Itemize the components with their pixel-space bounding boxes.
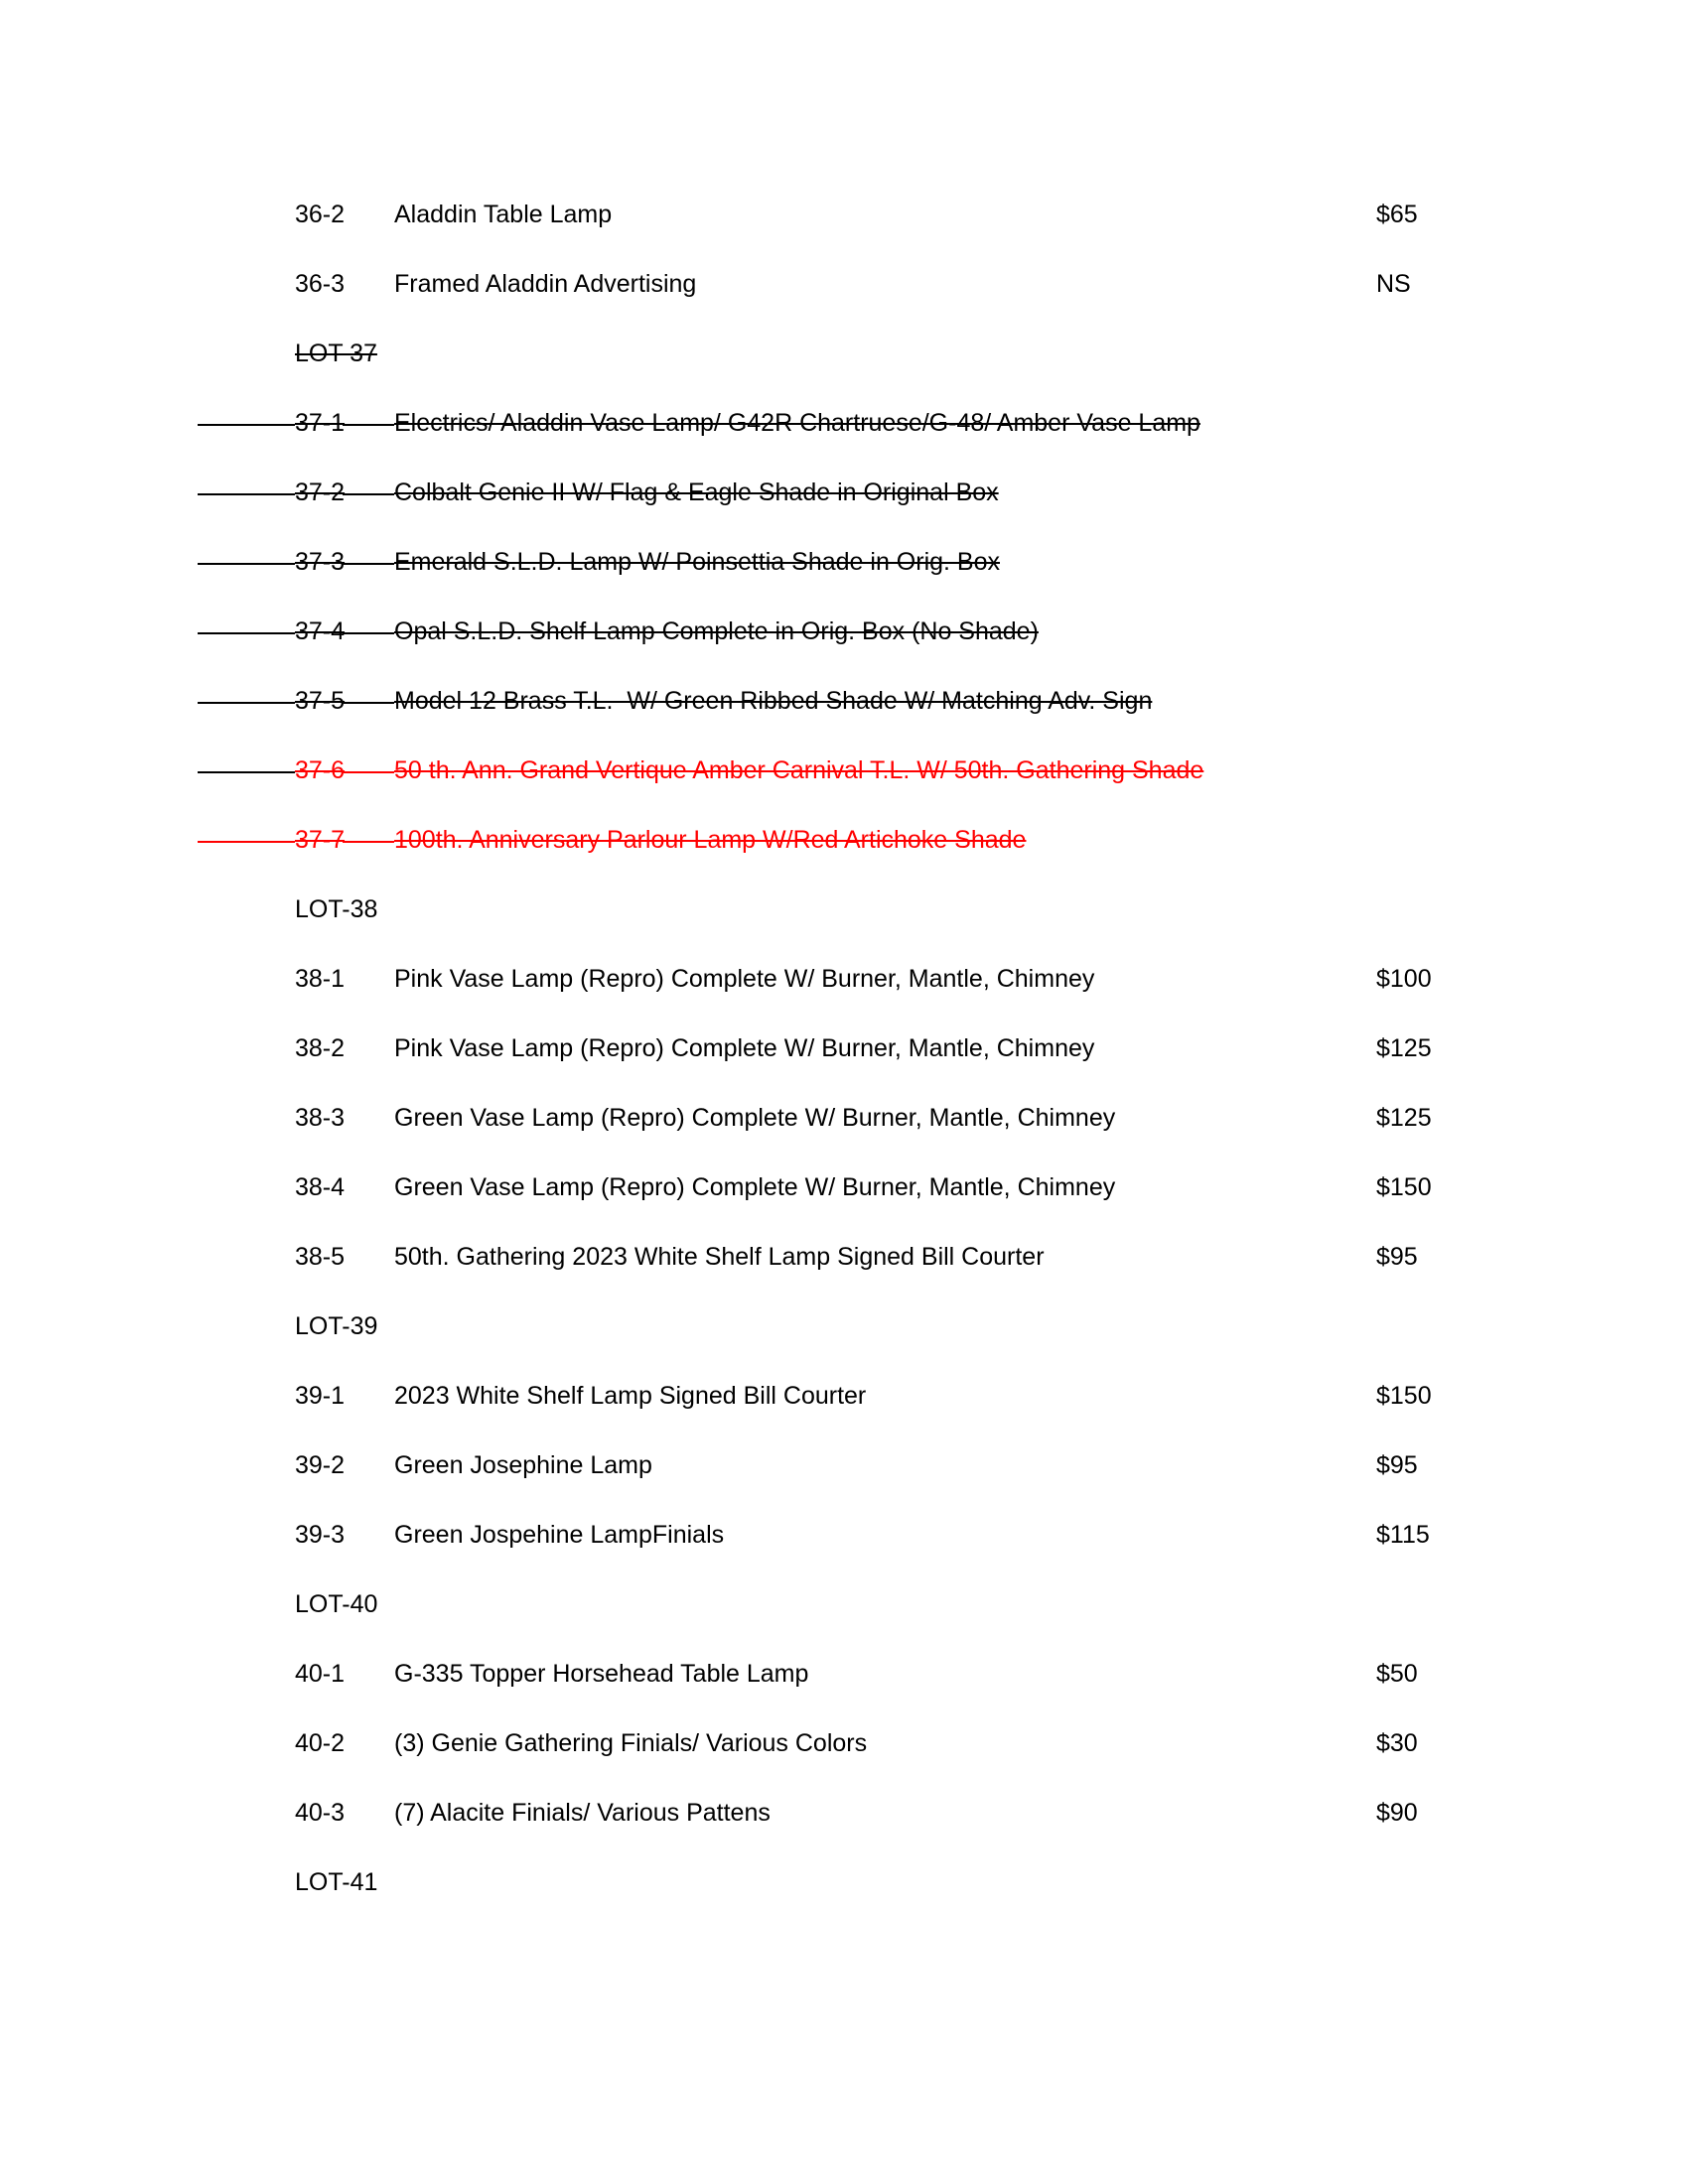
- lot-heading: [0, 334, 1688, 373]
- item-number: 40-2: [295, 1729, 346, 1757]
- list-item: [0, 1793, 1688, 1833]
- item-description: Opal S.L.D. Shelf Lamp Complete in Orig. Box (No Shade): [394, 617, 1039, 645]
- item-price: $150: [1376, 1173, 1432, 1201]
- list-item: [0, 612, 1688, 651]
- item-description: Green Vase Lamp (Repro) Complete W/ Burner, Mantle, Chimney: [394, 1173, 1116, 1201]
- item-price: $100: [1376, 965, 1432, 993]
- item-description: 2023 White Shelf Lamp Signed Bill Courter: [394, 1382, 867, 1410]
- item-price: $125: [1376, 1034, 1432, 1062]
- item-number: 38-4: [295, 1173, 346, 1201]
- list-item: [0, 473, 1688, 512]
- item-number: 37-2: [295, 478, 346, 506]
- item-number: 39-2: [295, 1451, 346, 1479]
- item-description: Pink Vase Lamp (Repro) Complete W/ Burner, Mantle, Chimney: [394, 965, 1095, 993]
- strikethrough-lead-line: [198, 841, 295, 843]
- list-item: [0, 1445, 1688, 1485]
- item-number: 37-4: [295, 617, 346, 645]
- list-item: [0, 1167, 1688, 1207]
- item-number: 38-3: [295, 1104, 346, 1132]
- strikethrough-gap-line: [343, 424, 394, 426]
- item-description: Colbalt Genie II W/ Flag & Eagle Shade in Original Box: [394, 478, 999, 506]
- list-item: [0, 1515, 1688, 1555]
- item-description: 50 th. Ann. Grand Vertique Amber Carnival T.L. W/ 50th. Gathering Shade: [394, 756, 1204, 784]
- lot-label: LOT-41: [295, 1868, 378, 1896]
- strikethrough-gap-line: [343, 563, 394, 565]
- list-item: [0, 542, 1688, 582]
- list-item: [0, 959, 1688, 999]
- item-number: 38-5: [295, 1243, 346, 1271]
- list-item: [0, 751, 1688, 790]
- item-description: (7) Alacite Finials/ Various Pattens: [394, 1799, 771, 1827]
- list-item: [0, 1654, 1688, 1694]
- list-item: [0, 1376, 1688, 1416]
- lot-heading: [0, 1862, 1688, 1902]
- lot-label: LOT 37: [295, 340, 377, 367]
- strikethrough-gap-line: [343, 493, 394, 495]
- item-description: Green Vase Lamp (Repro) Complete W/ Burner, Mantle, Chimney: [394, 1104, 1116, 1132]
- strikethrough-lead-line: [198, 493, 295, 495]
- item-price: $150: [1376, 1382, 1432, 1410]
- strikethrough-gap-line: [343, 632, 394, 634]
- list-item: [0, 264, 1688, 304]
- lot-label: LOT-40: [295, 1590, 378, 1618]
- strikethrough-gap-line: [343, 702, 394, 704]
- item-number: 36-3: [295, 270, 346, 298]
- item-price: $95: [1376, 1243, 1418, 1271]
- item-description: Emerald S.L.D. Lamp W/ Poinsettia Shade in Orig. Box: [394, 548, 1000, 576]
- item-number: 40-1: [295, 1660, 346, 1688]
- strikethrough-gap-line: [343, 771, 394, 773]
- item-description: Green Jospehine LampFinials: [394, 1521, 725, 1549]
- item-number: 37-6: [295, 756, 346, 784]
- item-number: 36-2: [295, 201, 346, 228]
- list-item: [0, 403, 1688, 443]
- lot-heading: [0, 889, 1688, 929]
- item-number: 39-3: [295, 1521, 346, 1549]
- item-description: Electrics/ Aladdin Vase Lamp/ G42R Chartruese/G-48/ Amber Vase Lamp: [394, 409, 1200, 437]
- list-item: [0, 1098, 1688, 1138]
- item-description: (3) Genie Gathering Finials/ Various Colors: [394, 1729, 868, 1757]
- lot-heading: [0, 1306, 1688, 1346]
- item-price: $115: [1376, 1521, 1430, 1549]
- item-description: Model 12 Brass T.L. W/ Green Ribbed Shade W/ Matching Adv. Sign: [394, 687, 1153, 715]
- item-description: Framed Aladdin Advertising: [394, 270, 697, 298]
- lot-label: LOT-39: [295, 1312, 378, 1340]
- item-description: Aladdin Table Lamp: [394, 201, 613, 228]
- item-description: 100th. Anniversary Parlour Lamp W/Red Artichoke Shade: [394, 826, 1027, 854]
- item-price: $95: [1376, 1451, 1418, 1479]
- item-description: 50th. Gathering 2023 White Shelf Lamp Signed Bill Courter: [394, 1243, 1045, 1271]
- strikethrough-lead-line: [198, 771, 295, 773]
- item-number: 38-2: [295, 1034, 346, 1062]
- strikethrough-lead-line: [198, 702, 295, 704]
- item-price: $30: [1376, 1729, 1418, 1757]
- item-number: 39-1: [295, 1382, 346, 1410]
- list-item: [0, 1028, 1688, 1068]
- item-number: 37-3: [295, 548, 346, 576]
- item-price: $65: [1376, 201, 1418, 228]
- item-number: 37-5: [295, 687, 346, 715]
- strikethrough-lead-line: [198, 424, 295, 426]
- item-number: 37-7: [295, 826, 346, 854]
- strikethrough-gap-line: [343, 841, 394, 843]
- list-item: [0, 1723, 1688, 1763]
- item-number: 38-1: [295, 965, 346, 993]
- item-price: $50: [1376, 1660, 1418, 1688]
- list-item: [0, 681, 1688, 721]
- list-item: [0, 820, 1688, 860]
- item-price: $125: [1376, 1104, 1432, 1132]
- list-item: [0, 1237, 1688, 1277]
- item-number: 40-3: [295, 1799, 346, 1827]
- item-description: G-335 Topper Horsehead Table Lamp: [394, 1660, 809, 1688]
- lot-heading: [0, 1584, 1688, 1624]
- item-number: 37-1: [295, 409, 346, 437]
- item-price: $90: [1376, 1799, 1418, 1827]
- item-description: Green Josephine Lamp: [394, 1451, 652, 1479]
- item-price: NS: [1376, 270, 1411, 298]
- item-description: Pink Vase Lamp (Repro) Complete W/ Burner, Mantle, Chimney: [394, 1034, 1095, 1062]
- list-item: [0, 195, 1688, 234]
- lot-label: LOT-38: [295, 895, 378, 923]
- strikethrough-lead-line: [198, 563, 295, 565]
- strikethrough-lead-line: [198, 632, 295, 634]
